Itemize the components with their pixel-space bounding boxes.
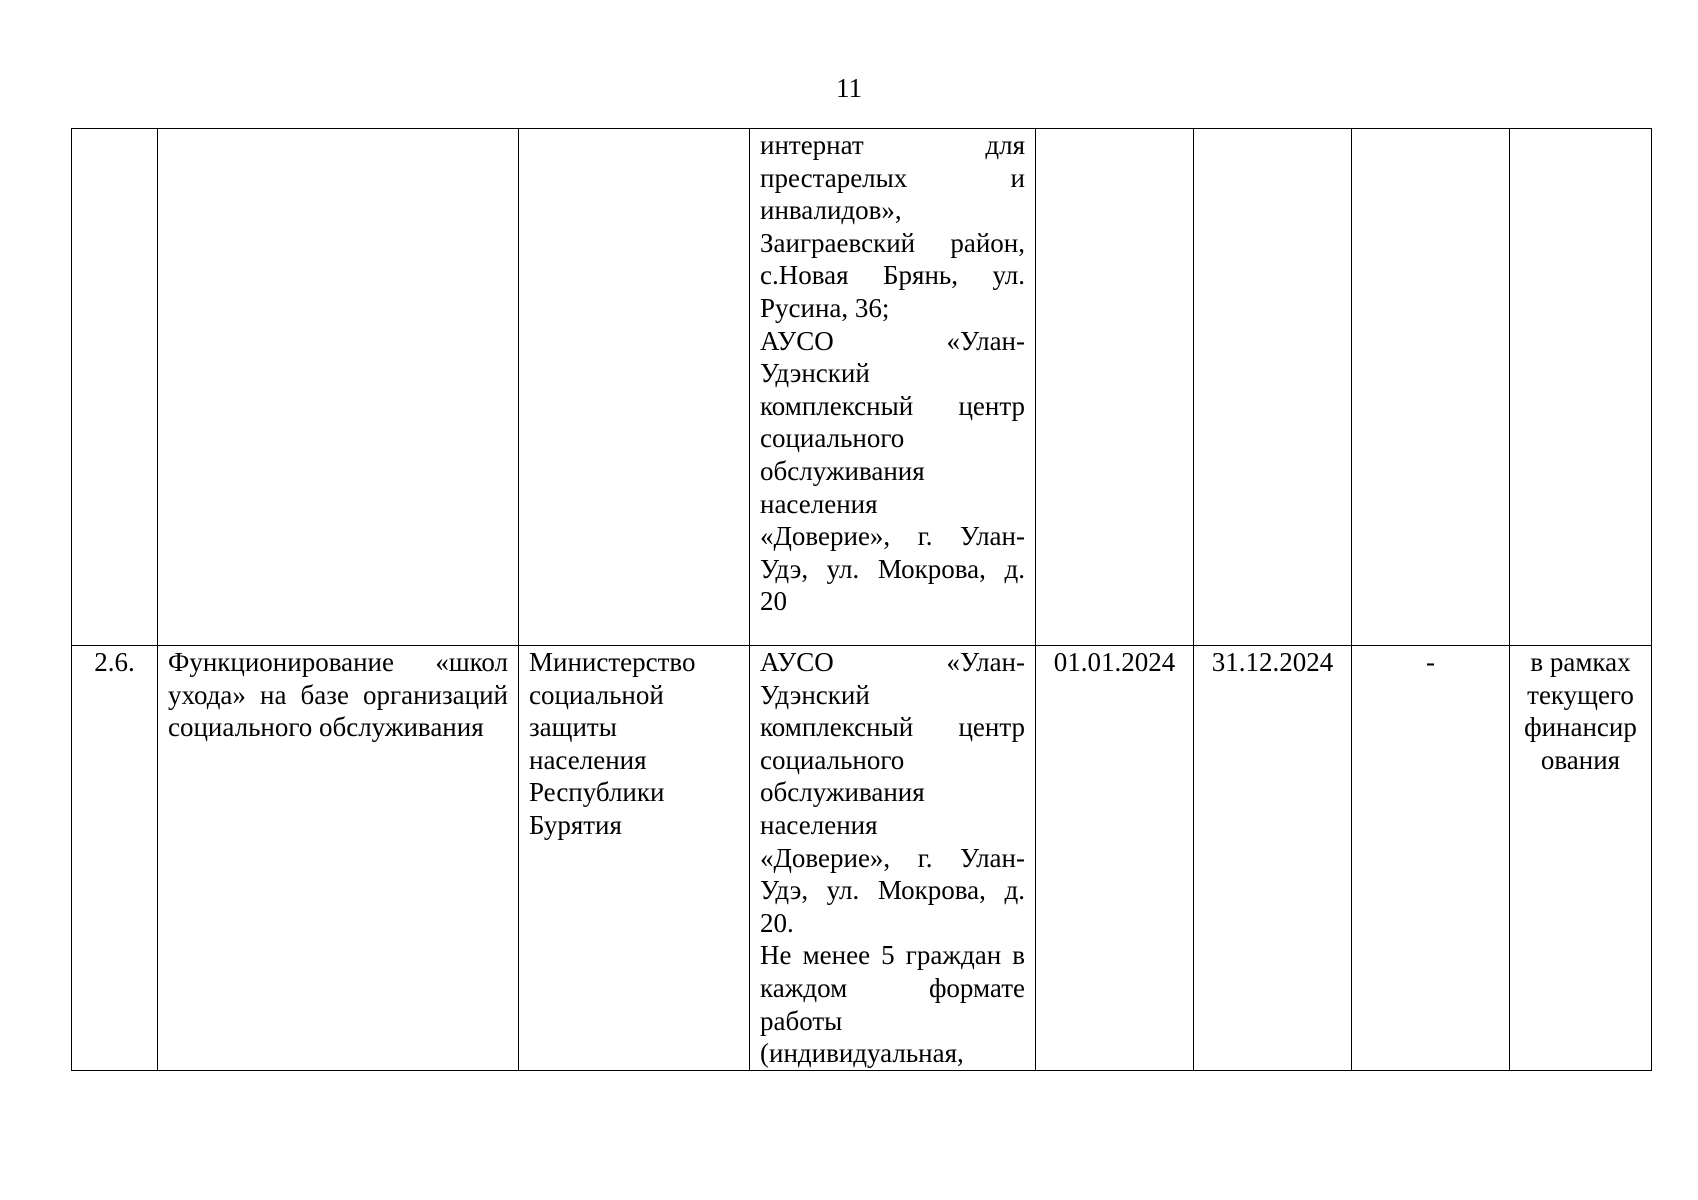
- source-line: ования: [1540, 744, 1621, 775]
- place-line: социального: [760, 423, 905, 454]
- place-line: АУСО «Улан-: [760, 325, 1025, 356]
- place-line: 20.: [760, 907, 794, 938]
- place-line: инвалидов»,: [760, 195, 902, 226]
- place-line: Удэнский: [760, 358, 870, 389]
- responsible-line: Бурятия: [529, 809, 622, 840]
- place-line: населения: [760, 809, 878, 840]
- place-line: Удэнский: [760, 679, 870, 710]
- event-line: Функционирование «школ: [168, 647, 508, 677]
- responsible-line: защиты: [529, 712, 617, 743]
- cell-amount: [1352, 129, 1510, 646]
- cell-place: [750, 129, 1036, 646]
- cell-event: [158, 129, 519, 646]
- cell-number: [72, 129, 158, 646]
- place-line: населения: [760, 488, 878, 519]
- place-line: Удэ, ул. Мокрова, д.: [760, 875, 1025, 906]
- place-line: социального: [760, 744, 905, 775]
- cell-responsible: [519, 129, 750, 646]
- place-line: каждом формате: [760, 972, 1025, 1003]
- place-line: работы: [760, 1005, 843, 1036]
- cell-end-date: [1194, 129, 1352, 646]
- cell-end-date: 31.12.2024: [1194, 646, 1352, 1071]
- cell-place: [750, 646, 1036, 1071]
- responsible-line: Министерство: [529, 647, 696, 677]
- cell-start-date: 01.01.2024: [1036, 646, 1194, 1071]
- cell-source: [1510, 646, 1652, 1071]
- cell-amount: -: [1352, 646, 1510, 1071]
- cell-responsible: [519, 646, 750, 1071]
- cell-event: [158, 646, 519, 1071]
- page-number: 11: [836, 73, 862, 103]
- place-line: обслуживания: [760, 455, 925, 486]
- place-line: Заиграевский район,: [760, 227, 1025, 258]
- source-line: в рамках: [1530, 647, 1631, 677]
- cell-number: 2.6.: [72, 646, 158, 1071]
- place-line: с.Новая Брянь, ул.: [760, 260, 1025, 291]
- cell-source: [1510, 129, 1652, 646]
- plan-table: [71, 128, 1652, 1071]
- table-row: [72, 129, 1652, 646]
- place-line: 20: [760, 586, 787, 617]
- place-line: престарелых и: [760, 162, 1025, 193]
- place-line: интернат для: [760, 130, 1025, 160]
- place-line: «Доверие», г. Улан-: [760, 521, 1025, 552]
- cell-start-date: [1036, 129, 1194, 646]
- place-line: АУСО «Улан-: [760, 647, 1025, 677]
- place-line: Не менее 5 граждан в: [760, 940, 1025, 971]
- place-line: Удэ, ул. Мокрова, д.: [760, 553, 1025, 584]
- place-line: «Доверие», г. Улан-: [760, 842, 1025, 873]
- place-line: обслуживания: [760, 777, 925, 808]
- responsible-line: социальной: [529, 679, 664, 710]
- place-line: комплексный центр: [760, 712, 1025, 743]
- source-line: финансир: [1524, 712, 1637, 743]
- responsible-line: Республики: [529, 777, 665, 808]
- event-line: ухода» на базе организаций: [168, 679, 508, 710]
- place-line: комплексный центр: [760, 390, 1025, 421]
- place-line: Русина, 36;: [760, 292, 890, 323]
- table-row: [72, 646, 1652, 1071]
- responsible-line: населения: [529, 744, 647, 775]
- source-line: текущего: [1527, 679, 1634, 710]
- event-line: социального обслуживания: [168, 712, 484, 743]
- place-line: (индивидуальная,: [760, 1038, 964, 1069]
